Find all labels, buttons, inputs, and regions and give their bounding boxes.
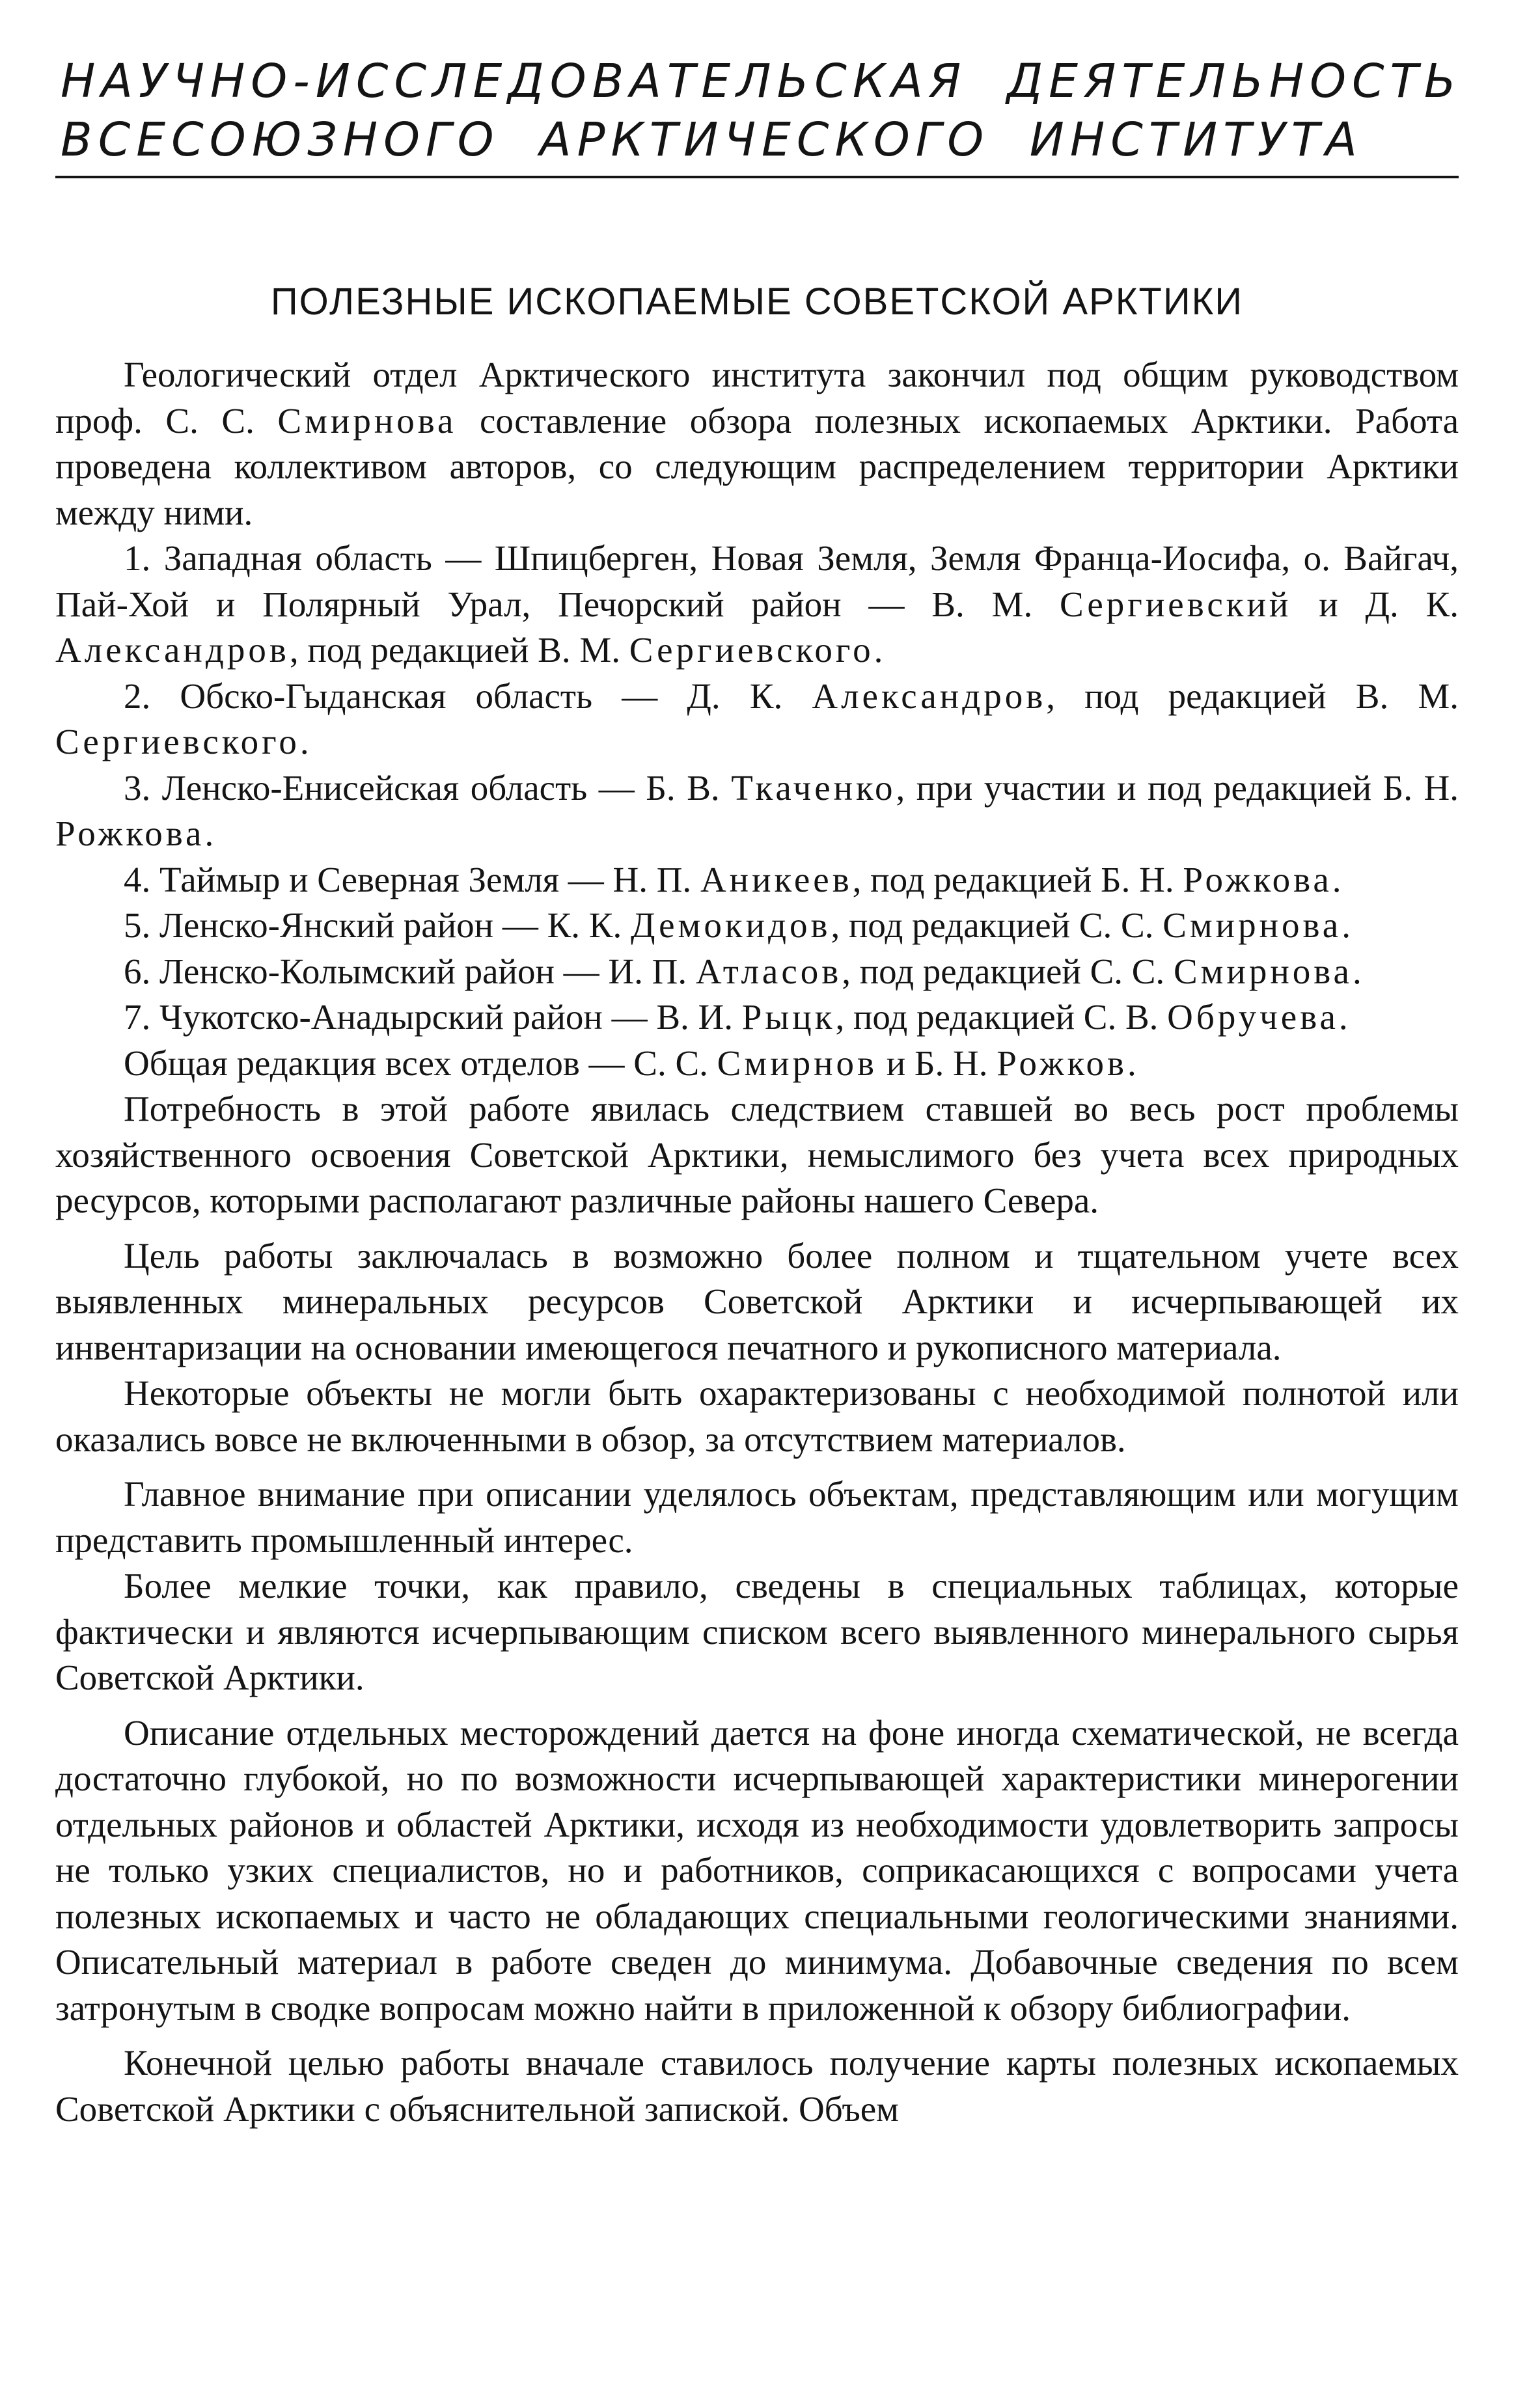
journal-section-header (55, 52, 1462, 169)
text-run: 4. Таймыр и Северная Земля — Н. П. (124, 859, 700, 899)
text-run: . (874, 630, 883, 670)
header-divider (55, 176, 1459, 178)
header-line-2: ВСЕСОЮЗНОГО АРКТИЧЕСКОГО ИНСТИТУТА (61, 113, 1363, 167)
text-run: составление обзора полезных ископаемых Арктики. Работа проведена коллективом авторов, со следующим распределением территории Арктики между ними. (55, 400, 1459, 532)
text-run: , при участии и под редакцией Б. Н. (896, 767, 1459, 808)
author-name: Сергиевский (1060, 584, 1292, 624)
text-run: 7. Чукотско-Анадырский район — В. И. (124, 997, 742, 1037)
author-name: Александров (55, 630, 290, 670)
text-run: Общая редакция всех отделов — С. С. (124, 1043, 717, 1083)
text-run: 1. Западная область — Шпицберген, Новая Земля, Земля Франца-Иосифа, о. Вайгач, Пай-Хой и Полярный Урал, Печорский район — В. М. (55, 538, 1459, 624)
text-run: , под редакцией С. В. (835, 997, 1168, 1037)
text-run: . (1338, 997, 1348, 1037)
text-run: , под редакцией В. М. (289, 630, 629, 670)
editor-name: Смирнова (1162, 905, 1342, 945)
body-paragraph-need: Потребность в этой работе явилась следствием ставшей во весь рост проблемы хозяйственного освоения Советской Арктики, немыслимого без учета всех природных ресурсов, которыми располагают различные районы нашего Севера. (55, 1089, 1459, 1220)
author-name: Демокидов (630, 905, 831, 945)
text-run: . (299, 722, 309, 761)
list-item-1 (55, 536, 1459, 674)
editor-name: Обручева (1167, 997, 1339, 1037)
author-name: Аникеев (700, 859, 853, 899)
article-title: ПОЛЕЗНЫЕ ИСКОПАЕМЫЕ СОВЕТСКОЙ АРКТИКИ (270, 280, 1244, 323)
editor-name: Смирнова (1173, 951, 1353, 991)
editor-name: Рожкова (1183, 859, 1332, 899)
intro-paragraph (55, 352, 1459, 536)
text-run: , под редакцией С. С. (842, 951, 1174, 991)
text-run: 6. Ленско-Колымский район — И. П. (124, 951, 696, 991)
list-item-2 (55, 674, 1459, 765)
text-run: , под редакцией В. М. (1046, 676, 1459, 716)
body-paragraph-tables: Более мелкие точки, как правило, сведены в специальных таблицах, которые фактически и являются исчерпывающим списком всего выявленного минерального сырья Советской Арктики. (55, 1566, 1459, 1697)
text-run: 5. Ленско-Янский район — К. К. (124, 905, 631, 945)
body-paragraph-focus: Главное внимание при описании уделялось объектам, представляющим или могущим представить промышленный интерес. (55, 1474, 1459, 1560)
text-run: и Д. К. (1291, 584, 1459, 624)
text-run: 2. Обско-Гыданская область — Д. К. (124, 676, 812, 716)
text-run: . (1127, 1043, 1136, 1083)
editor-name: Рожкова (55, 814, 205, 853)
text-run: . (1341, 905, 1351, 945)
list-item-3 (55, 765, 1459, 857)
body-paragraph-goal: Цель работы заключалась в возможно более полном и тщательном учете всех выявленных минеральных ресурсов Советской Арктики и исчерпывающей их инвентаризации на основании имеющегося печатного и рукописного материала. (55, 1235, 1459, 1367)
editor-name: Рожков (997, 1043, 1127, 1083)
author-name: Рыцк (741, 997, 836, 1037)
editor-name: Смирнов (717, 1043, 877, 1083)
list-item-5 (55, 903, 1459, 949)
text-run: , под редакцией Б. Н. (852, 859, 1183, 899)
body-paragraph-objects: Некоторые объекты не могли быть охарактеризованы с необходимой полнотой или оказались вовсе не включенными в обзор, за отсутствием материалов. (55, 1373, 1459, 1459)
text-run: . (204, 814, 214, 853)
list-item-7 (55, 994, 1459, 1041)
general-editing-line (55, 1041, 1459, 1087)
text-run: , под редакцией С. С. (831, 905, 1163, 945)
author-name: Ткаченко (731, 767, 896, 808)
text-run: 3. Ленско-Енисейская область — Б. В. (124, 767, 732, 808)
text-run: . (1352, 951, 1362, 991)
author-name: Смирнова (277, 400, 457, 441)
list-item-6 (55, 949, 1459, 995)
list-item-4 (55, 857, 1459, 903)
header-line-1: НАУЧНО-ИССЛЕДОВАТЕЛЬСКАЯ ДЕЯТЕЛЬНОСТЬ (61, 54, 1462, 108)
text-run: . (1332, 859, 1341, 899)
author-name: Александров (812, 676, 1047, 716)
text-run: и Б. Н. (877, 1043, 997, 1083)
editor-name: Сергиевского (55, 722, 300, 761)
text-run: Геологический отдел Арктического института закончил под общим руководством проф. С. С. (55, 355, 1459, 441)
article-body (55, 352, 1459, 2132)
author-name: Атласов (695, 951, 842, 991)
body-paragraph-final-goal: Конечной целью работы вначале ставилось получение карты полезных ископаемых Советской Арктики с объяснительной запиской. Объем (55, 2043, 1459, 2129)
body-paragraph-description: Описание отдельных месторождений дается на фоне иногда схематической, не всегда достаточно глубокой, но по возможности исчерпывающей характеристики минерогении отдельных районов и областей Арктики, исходя из необходимости удовлетворить запросы не только узких специалистов, но и работников, соприкасающихся с вопросами учета полезных ископаемых и часто не обладающих специальными геологическими знаниями. Описательный материал в работе сведен до минимума. Добавочные сведения по всем затронутым в сводке вопросам можно найти в приложенной к обзору библиографии. (55, 1712, 1459, 2028)
editor-name: Сергиевского (629, 630, 874, 670)
